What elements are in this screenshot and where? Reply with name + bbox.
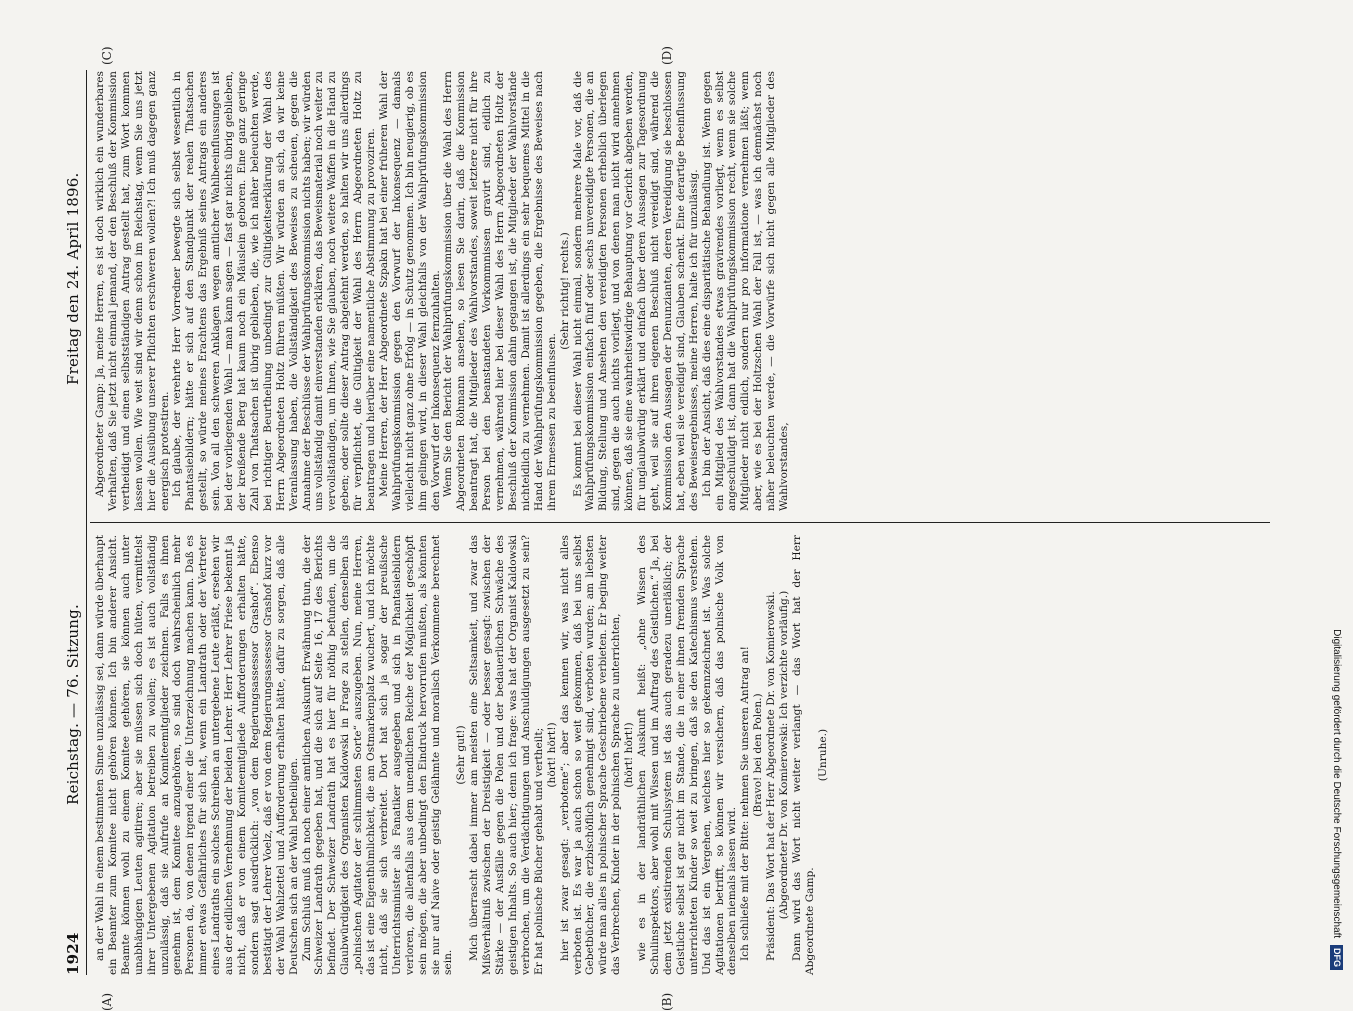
paragraph: Es kommt bei dieser Wahl nicht einmal, sondern mehrere Male vor, daß die Wahlprüfungskommission einfach fünf oder sechs unvereidigte Personen, die an Bildung, Stellung und Ansehen den vereidigten Personen erheblich überlegen sind, gegen die auch nichts vorliegt, und von denen man nicht wird annehmen können, daß sie eine wahrheitswidrige Behauptung vor Gericht abgeben werden, für unglaubwürdig erklärt und einfach über deren Aussagen zur Tagesordnung geht, weil sie auf ihren eigenen Beschluß nicht vereidigt sind, während die Kommission den Aussagen der Denunzianten, deren Vereidigung sie beschlossen hat, eben weil sie vereidigt sind, Glauben schenkt. Eine derartige Beeinflussung des Beweisergebnisses, meine Herren, halte ich für unzulässig. [571,71,700,511]
paragraph: Wenn Sie den Bericht der Wahlprüfungskommission über die Wahl des Herrn Abgeordneten Röhmann ansehen, so lesen Sie darin, daß die Kommission beantragt hat, die Mitglieder des Wahlvorstandes, soweit letztere nicht für ihre Person bei den beanstandeten Vorkommnissen gravirt sind, eidlich zu vernehmen, während hier bei dieser Wahl des Herrn Abgeordneten Holtz der Beschluß der Kommission dahin gegangen ist, die Mitglieder der Wahlvorstände nichteidlich zu vernehmen. Damit ist allerdings ein sehr bequemes Mittel in die Hand der Wahlprüfungskommission gegeben, die Ergebnisse des Beweises nach ihrem Ermessen zu beeinflussen. [442,71,558,511]
paragraph: Abgeordneter Gamp: Ja, meine Herren, es ist doch wirklich ein wunderbares Verhalten, daß Sie jetzt nicht einmal jemand, der den Beschluß der Kommission vertheidigt und einen selbstständigen Antrag gestellt hat, zum Wort kommen lassen wollen. Wie weit sind wir denn schon im Reichstag, wenn Sie uns jetzt hier die Ausübung unserer Pflichten erschweren wollen?! Ich muß dagegen ganz energisch protestiren. [94,71,171,511]
paragraph: (Abgeordneter Dr. von Komierowski: Ich verzichte vorläufig.) [778,590,791,920]
margin-mark-c: (C) [100,46,114,65]
paragraph: (hört! hört!) [545,722,558,788]
paragraph: (Sehr richtig! rechts.) [558,232,571,350]
header-rule [86,70,87,975]
paragraph: Ich glaube, der verehrte Herr Vorredner bewegte sich selbst wesentlich in Phantasiebildern; hätte er sich auf den Standpunkt der realen Thatsachen gestellt, so würde meines Erachtens das Ergebniß seines Antrags ein anderes sein. Von all den schweren Anklagen wegen amtlicher Wahlbeeinflussungen ist bei der vorliegenden Wahl — man kann sagen — fast gar nichts übrig geblieben, der kreißende Berg hat kaum noch ein Mäuslein geboren. Eine ganz geringe Zahl von Thatsachen ist übrig geblieben, die, wie ich näher beleuchten werde, bei richtiger Beurtheilung unbedingt zur Gültigkeitserklärung der Wahl des Herrn Abgeordneten Holtz führen müßten. Wir würden an sich, da wir keine Veranlassung haben, die Vollständigkeit des Beweises zu scheuen, gegen die Annahme der Beschlüsse der Wahlprüfungskommission nichts haben; wir würden uns vollständig damit einverstanden erklären, das Beweismaterial noch weiter zu vervollständigen, um Ihnen, wie Sie glauben, noch weitere Waffen in die Hand zu geben; oder sollte dieser Antrag abgelehnt werden, so halten wir uns allerdings für verpflichtet, die Gültigkeit der Wahl des Herrn Abgeordneten Holtz zu beantragen und hierüber eine namentliche Abstimmung zu provoziren. [171,71,378,511]
newspaper-sheet [60,0,965,1011]
margin-mark-a: (A) [100,992,114,1011]
paragraph: hier ist zwar gesagt: „verbotene“; aber das kennen wir, was nicht alles verboten ist. Es war ja auch schon so weit gekommen, daß bei uns selbst Gebetbücher, die erzbischöflich genehmigt sind, verboten wurden; am liebsten würde man alles in polnischer Sprache Geschriebene verbieten. Er beging weiter das Verbrechen, Kinder in der polnischen Sprache zu unterrichten, [558,535,623,975]
page-number: 1924 [64,932,82,975]
paragraph: Dann wird das Wort nicht weiter verlangt — das Wort hat der Herr Abgeordnete Gamp. [790,535,816,975]
paragraph: (Bravo! bei den Polen.) [752,693,765,817]
left-column [94,535,830,975]
paragraph: (Sehr gut!) [455,725,468,785]
column-rule [90,522,1270,523]
paragraph: Präsident: Das Wort hat der Herr Abgeordnete Dr. von Komierowski. [765,591,778,961]
paragraph: (hört! hört!) [623,722,636,788]
running-header [60,70,88,975]
credit-text: Digitalisierung gefördert durch die Deutsche Forschungsgemeinschaft [1331,629,1342,939]
left-running-head: Reichstag. — 76. Sitzung. [64,604,82,805]
margin-mark-b: (B) [660,992,674,1011]
digitization-credit [1325,10,1347,970]
paragraph: Ich bin der Ansicht, daß dies eine disparitätische Behandlung ist. Wenn gegen ein Mitglied des Wahlvorstandes etwas gravirendes vorliegt, wenn es selbst angeschuldigt ist, dann hat die Wahlprüfungskommission recht, wenn sie solche Mitglieder nicht eidlich, sondern nur pro informatione vernehmen läßt; wenn aber, wie es bei der Holtzschen Wahl der Fall ist, — was ich demnächst noch näher beleuchten werde, — die Vorwürfe sich nicht gegen alle Mitglieder des Wahlvorstandes, [700,71,791,511]
right-column [94,71,791,511]
dfg-logo: DFG [1330,945,1343,970]
paragraph: an der Wahl in einem bestimmten Sinne unzulässig sei, dann würde überhaupt ein Beamter zum Komitee nicht gehören können. Ich bin anderer Ansicht. Beamte können wohl zu einem Komitee gehören, sie können auch unter unabhängigen Leuten agitiren; aber sie müssen sich doch hüten, vermittelst ihrer Untergebenen Agitation betreiben zu wollen; es ist auch vollständig unzulässig, daß sie Aufrufe an Komiteemitglieder zeichnen. Falls es ihnen genehm ist, dem Komitee anzugehören, so sind doch wahrscheinlich mehr Personen da, von denen irgend einer die Unterzeichnung machen kann. Daß es immer etwas Gefährliches für sich hat, wenn ein Landrath oder der Vertreter eines Landraths ein solches Schreiben an untergebene Leute erläßt, ersehen wir aus der eidlichen Vernehmung der beiden Lehrer. Herr Lehrer Friese bekennt ja nicht, daß er von einem Komiteemitgliede Aufforderungen erhalten hätte, sondern sagt ausdrücklich: „von dem Regierungsassessor Grashof“. Ebenso bestätigt der Lehrer Voelz, daß er von dem Regierungsassessor Grashof kurz vor der Wahl Wahlzettel und Aufforderung erhalten hätte, dafür zu sorgen, daß alle Deutschen sich an der Wahl betheiligen. [94,535,300,975]
paragraph: Meine Herren, der Herr Abgeordnete Szpakn hat bei einer früheren Wahl der Wahlprüfungskommission gegen den Vorwurf der Inkonsequenz — damals vielleicht nicht ganz ohne Erfolg — in Schutz genommen. Ich bin neugierig, ob es ihm gelingen wird, in dieser Wahl gleichfalls von der Wahlprüfungskommission den Vorwurf der Inkonsequenz fernzuhalten. [377,71,442,511]
paragraph: Zum Schluß muß ich noch einer amtlichen Auskunft Erwähnung thun, die der Schweizer Landrath gegeben hat, und die sich auf Seite 16, 17 des Berichts befindet. Der Schweizer Landrath hat es hier für nöthig befunden, um die Glaubwürdigkeit des Organisten Kaldowski in Frage zu stellen, denselben als „polnischen Agitator der schlimmsten Sorte“ auszugeben. Nun, meine Herren, das ist eine Eigenthümlichkeit, die am Ostmarkenplatz wuchert, und ich möchte nicht, daß sie sich verbreitet. Dort hat sich ja sogar der preußische Unterrichtsminister als Fanatiker ausgegeben und sich in Phantasiebildern verloren, die allenfalls aus dem unendlichen Reiche der Möglichkeit geschöpft sein mögen, die aber unbedingt den Eindruck hervorrufen mußten, als könnten sie nur auf Naive oder geistig Gelähmte und moralisch Verkommene berechnet sein. [300,535,455,975]
paragraph: (Unruhe.) [816,728,829,782]
paragraph: wie es in der landräthlichen Auskunft heißt: „ohne Wissen des Schulinspektors, aber wohl mit Wissen und im Auftrag des Geistlichen.“ Ja, bei dem jetzt existirenden Schulsystem ist das auch geradezu unerläßlich; der Geistliche selbst ist gar nicht im Stande, die in einer ihnen fremden Sprache unterrichteten Kinder so weit zu bringen, daß sie den Katechismus verstehen. Und das ist ein Vergehen, welches hier so gekennzeichnet ist. Was solche Agitationen betrifft, so können wir versichern, daß das polnische Volk von denselben niemals lassen wird. [636,535,739,975]
margin-mark-d: (D) [660,46,674,65]
paragraph: Mich überrascht dabei immer am meisten eine Seltsamkeit, und zwar das Mißverhältniß zwischen der Dreistigkeit — oder besser gesagt: zwischen der Stärke — der Ausfälle gegen die Polen und der bedauerlichen Schwäche des geistigen Inhalts. So auch hier; denn ich frage: was hat der Organist Kaldowski verbrochen, um die Verdächtigungen und Anschuldigungen ausgesetzt zu sein? Er hat polnische Bücher gehabt und vertheilt; [468,535,545,975]
paragraph: Ich schließe mit der Bitte: nehmen Sie unseren Antrag an! [739,646,752,961]
right-running-head: Freitag den 24. April 1896. [64,172,82,385]
